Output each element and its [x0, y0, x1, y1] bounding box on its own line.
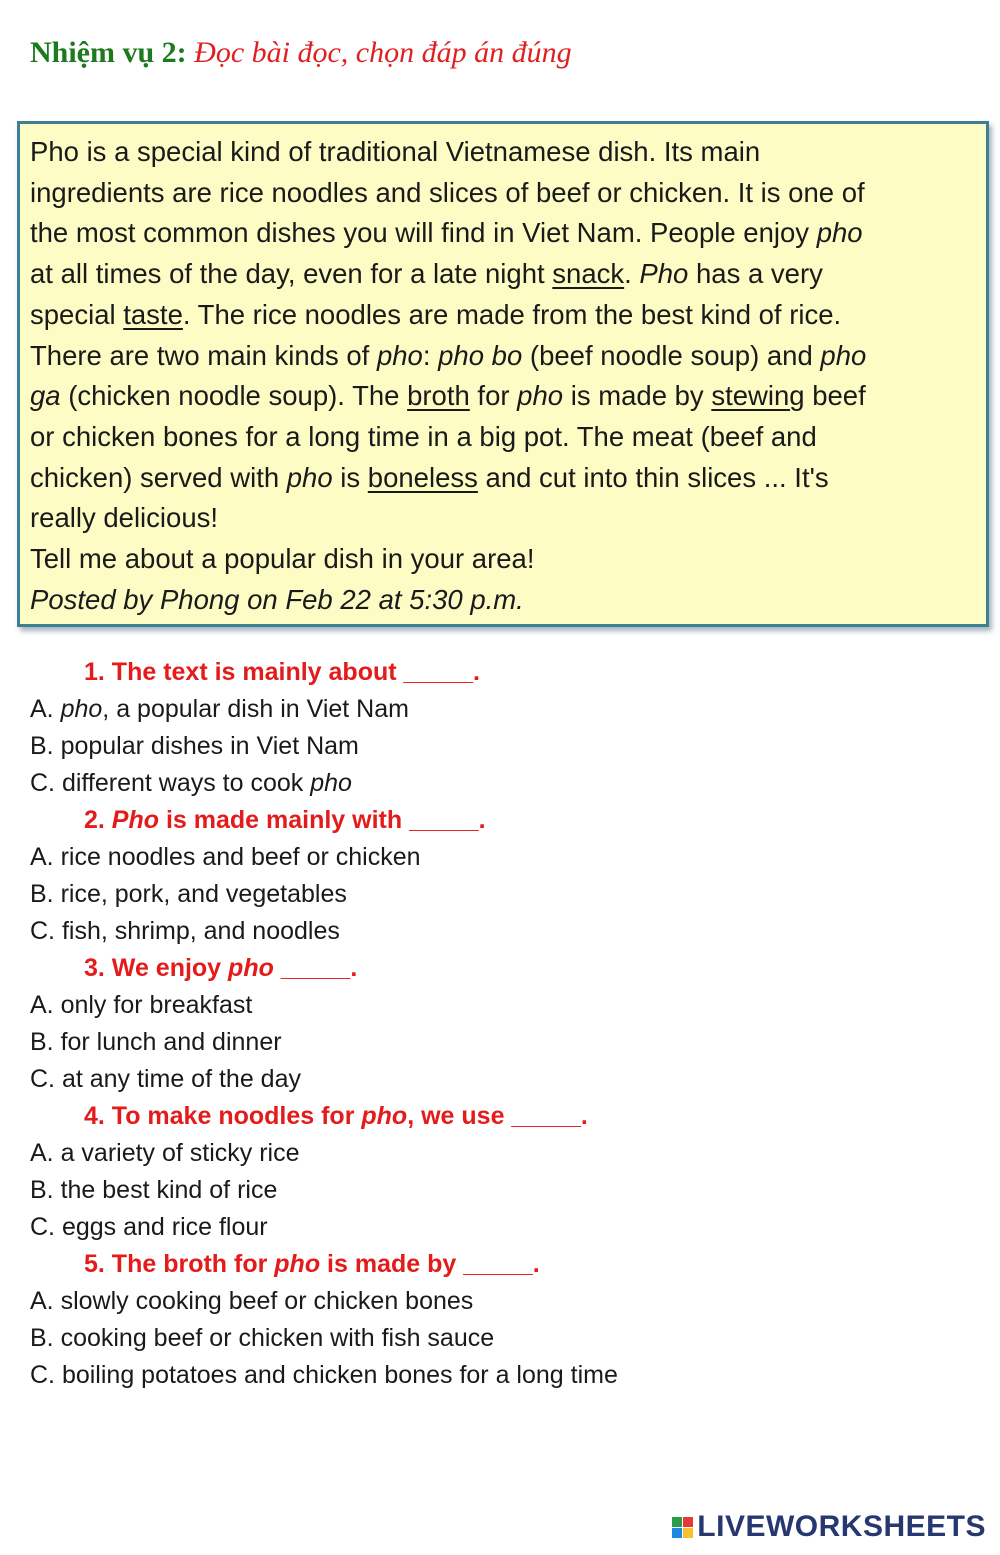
question-1-stem: 1. The text is mainly about _____. [84, 658, 480, 686]
passage-line: Pho is a special kind of traditional Vietnamese dish. Its main [30, 136, 761, 167]
passage-line: ga (chicken noodle soup). The broth for pho is made by stewing beef [30, 380, 866, 412]
q3-option-a[interactable]: A. only for breakfast [30, 991, 253, 1019]
liveworksheets-logo[interactable] [672, 1510, 986, 1544]
logo-square [683, 1517, 693, 1527]
q1-option-a[interactable]: A. pho, a popular dish in Viet Nam [30, 695, 409, 723]
question-list [30, 654, 618, 1394]
question-4-stem: 4. To make noodles for pho, we use _____. [84, 1102, 588, 1130]
q1-option-b[interactable]: B. popular dishes in Viet Nam [30, 732, 359, 760]
logo-square [683, 1528, 693, 1538]
logo-square [672, 1528, 682, 1538]
task-instruction: Đọc bài đọc, chọn đáp án đúng [194, 36, 572, 69]
q5-option-c[interactable]: C. boiling potatoes and chicken bones for a long time [30, 1361, 618, 1389]
vocab-taste: taste [123, 298, 183, 330]
q2-option-b[interactable]: B. rice, pork, and vegetables [30, 880, 347, 908]
passage-line: at all times of the day, even for a late night snack. Pho has a very [30, 258, 823, 290]
passage-line: ingredients are rice noodles and slices of beef or chicken. It is one of [30, 176, 865, 208]
vocab-snack: snack [552, 258, 625, 290]
q4-option-c[interactable]: C. eggs and rice flour [30, 1213, 268, 1241]
q5-option-a[interactable]: A. slowly cooking beef or chicken bones [30, 1287, 474, 1315]
passage-line: really delicious! [30, 502, 219, 534]
q3-option-b[interactable]: B. for lunch and dinner [30, 1028, 282, 1056]
q3-option-c[interactable]: C. at any time of the day [30, 1065, 301, 1093]
q1-option-c[interactable]: C. different ways to cook pho [30, 769, 352, 797]
task-title [30, 36, 572, 70]
vocab-boneless: boneless [367, 461, 478, 493]
passage-line: or chicken bones for a long time in a big pot. The meat (beef and [30, 420, 817, 452]
q5-option-b[interactable]: B. cooking beef or chicken with fish sauce [30, 1324, 495, 1352]
passage-line: Tell me about a popular dish in your area! [30, 543, 535, 575]
logo-square [672, 1517, 682, 1527]
q2-option-c[interactable]: C. fish, shrimp, and noodles [30, 917, 340, 945]
vocab-broth: broth [407, 380, 470, 412]
q4-option-a[interactable]: A. a variety of sticky rice [30, 1139, 300, 1167]
passage-line: the most common dishes you will find in Viet Nam. People enjoy pho [30, 217, 863, 249]
task-label: Nhiệm vụ 2: [30, 36, 187, 69]
posted-by: Posted by Phong on Feb 22 at 5:30 p.m. [30, 583, 524, 615]
question-5-stem: 5. The broth for pho is made by _____. [84, 1250, 540, 1278]
passage-line: special taste. The rice noodles are made from the best kind of rice. [30, 298, 842, 330]
vocab-stewing: stewing [711, 380, 805, 412]
liveworksheets-logo-icon [672, 1517, 693, 1538]
reading-passage-box [17, 121, 989, 627]
q4-option-b[interactable]: B. the best kind of rice [30, 1176, 278, 1204]
question-3-stem: 3. We enjoy pho _____. [84, 954, 358, 982]
passage-line: There are two main kinds of pho: pho bo (beef noodle soup) and pho [30, 339, 867, 371]
brand-name: LIVEWORKSHEETS [697, 1510, 986, 1543]
passage-line: chicken) served with pho is boneless and cut into thin slices ... It's [30, 461, 829, 493]
question-2-stem: 2. Pho is made mainly with _____. [84, 806, 486, 834]
q2-option-a[interactable]: A. rice noodles and beef or chicken [30, 843, 421, 871]
